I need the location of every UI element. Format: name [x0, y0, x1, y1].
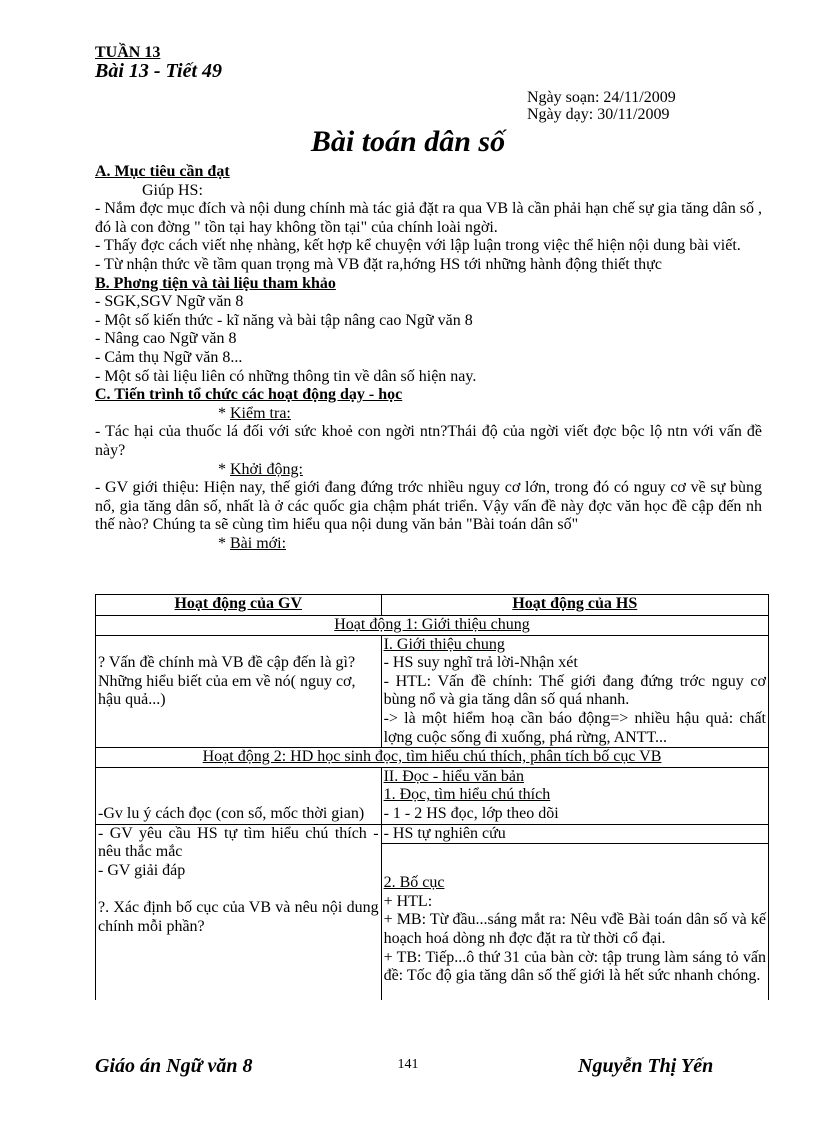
- hs-subheading: II. Đọc - hiểu văn bản: [383, 767, 524, 785]
- gv-cell: [96, 635, 382, 748]
- teach-date: Ngày dạy: 30/11/2009: [527, 106, 670, 123]
- kiem-tra-label: Kiểm tra:: [230, 404, 291, 422]
- activity-1-heading: Hoạt động 1: Giới thiệu chung: [96, 616, 769, 636]
- section-a-heading: A. Mục tiêu cần đạt: [95, 163, 230, 180]
- gv-question: ? Vấn đề chính mà VB đề cập đến là gì?: [98, 654, 356, 672]
- table-row: [96, 635, 769, 748]
- lesson-label: Bài 13 - Tiết 49: [95, 60, 223, 82]
- page-title: Bài toán dân số: [310, 125, 506, 158]
- section-b-item: - Một số kiến thức - kĩ năng và bài tập nâng cao Ngữ văn 8: [95, 311, 473, 329]
- gv-cell: [96, 824, 382, 1000]
- bai-moi-heading: * Bài mới:: [218, 534, 287, 552]
- gv-cell: [96, 767, 382, 824]
- prep-date: Ngày soạn: 24/11/2009: [527, 89, 676, 106]
- gv-instruction: - GV giải đáp: [98, 861, 186, 879]
- hs-subheading: 1. Đọc, tìm hiểu chú thích: [383, 786, 551, 804]
- section-a-item: - Nắm đợc mục đích và nội dung chính mà tác giả đặt ra qua VB là cần phải hạn chế sự gia tăng dân số , đó là con đờng " tồn tại hay không tồn tại" của chính loài ngời.: [95, 200, 762, 236]
- gv-question: Những hiểu biết của em về nó( nguy cơ, hậu quả...): [98, 672, 356, 709]
- hs-answer: + MB: Từ đầu...sáng mắt ra: Nêu vđề Bài toán dân số và kế hoạch hoá dòng nh đợc đặt ra từ thời cổ đại.: [383, 911, 766, 947]
- section-b-heading: B. Phơng tiện và tài liệu tham khảo: [95, 274, 336, 292]
- hs-answer: - HTL: Vấn đề chính: Thế giới đang đứng trớc nguy cơ bùng nổ và gia tăng dân số quá nhanh.: [383, 672, 766, 709]
- gv-instruction: -Gv lu ý cách đọc (con số, mốc thời gian): [98, 804, 365, 822]
- hs-answer: - 1 - 2 HS đọc, lớp theo dõi: [383, 804, 559, 822]
- hs-cell: [381, 767, 768, 824]
- hs-answer: -> là một hiểm hoạ cần báo động=> nhiều hậu quả: chất lợng cuộc sống đi xuống, phá rừng, ANTT...: [383, 709, 766, 746]
- khoi-dong-label: Khởi động:: [230, 460, 303, 478]
- hs-subheading: 2. Bố cục: [383, 874, 445, 892]
- section-b-item: - Một số tài liệu liên có những thông tin về dân số hiện nay.: [95, 367, 477, 385]
- hs-subheading: I. Giới thiệu chung: [383, 635, 505, 653]
- khoi-dong-heading: * Khởi động:: [218, 460, 303, 478]
- hs-answer: - HS suy nghĩ trả lời-Nhận xét: [383, 654, 578, 672]
- section-a-item: - Từ nhận thức về tầm quan trọng mà VB đặt ra,hớng HS tới những hành động thiết thực: [95, 255, 662, 273]
- section-b-item: - Cảm thụ Ngữ văn 8...: [95, 348, 243, 366]
- gv-instruction: - GV yêu cầu HS tự tìm hiểu chú thích - nêu thắc mắc: [98, 824, 379, 861]
- activity-2-heading: Hoạt động 2: HD học sinh đọc, tìm hiểu chú thích, phân tích bố cục VB: [96, 748, 769, 768]
- dates-block: [527, 89, 676, 123]
- week-label: TUẦN 13: [95, 44, 161, 61]
- footer-left: Giáo án Ngữ văn 8: [95, 1055, 253, 1077]
- table-row: [96, 616, 769, 636]
- hs-cell: [381, 824, 768, 1000]
- hs-answer: + TB: Tiếp...ô thứ 31 của bàn cờ: tập trung làm sáng tỏ vấn đề: Tốc độ gia tăng dân số thế giới là hết sức nhanh chóng.: [383, 948, 766, 985]
- col-header-hs: Hoạt động của HS: [381, 595, 768, 616]
- col-header-gv: Hoạt động của GV: [96, 595, 382, 616]
- section-b-item: - Nâng cao Ngữ văn 8: [95, 330, 237, 348]
- bai-moi-label: Bài mới:: [230, 534, 287, 552]
- khoi-dong-text: - GV giới thiệu: Hiện nay, thế giới đang đứng trớc nhiều nguy cơ lớn, trong đó có nguy cơ về sự bùng nổ, gia tăng dân số, nhất là ở các quốc gia chậm phát triển. Vậy vấn đề này đợc văn học đề cập đến nh thế nào? Chúng ta sẽ cùng tìm hiểu qua nội dung văn bản "Bài toán dân số": [95, 479, 762, 534]
- page-number: 141: [397, 1057, 419, 1072]
- kiem-tra-text: - Tác hại của thuốc lá đối với sức khoẻ con ngời ntn?Thái độ của ngời viết đợc bộc lộ ntn với vấn đề này?: [95, 423, 762, 459]
- section-c-heading: C. Tiến trình tổ chức các hoạt động dạy - học: [95, 386, 403, 404]
- kiem-tra-heading: * Kiểm tra:: [218, 404, 291, 422]
- table-row: [96, 748, 769, 768]
- section-b-item: - SGK,SGV Ngữ văn 8: [95, 293, 244, 311]
- hs-answer: - HS tự nghiên cứu: [382, 825, 768, 845]
- section-a-intro: Giúp HS:: [142, 181, 203, 199]
- activity-table: [95, 594, 769, 1000]
- table-header-row: [96, 595, 769, 616]
- gv-question: ?. Xác định bố cục của VB và nêu nội dung chính mỗi phần?: [98, 898, 379, 935]
- hs-answer: + HTL:: [383, 892, 433, 910]
- hs-cell: [381, 635, 768, 748]
- table-row: [96, 824, 769, 1000]
- table-row: [96, 767, 769, 824]
- lesson-body: [95, 163, 762, 553]
- footer-author: Nguyễn Thị Yến: [578, 1055, 714, 1077]
- section-a-item: - Thấy đợc cách viết nhẹ nhàng, kết hợp kể chuyện với lập luận trong việc thể hiện nội dung bài viết.: [95, 237, 741, 255]
